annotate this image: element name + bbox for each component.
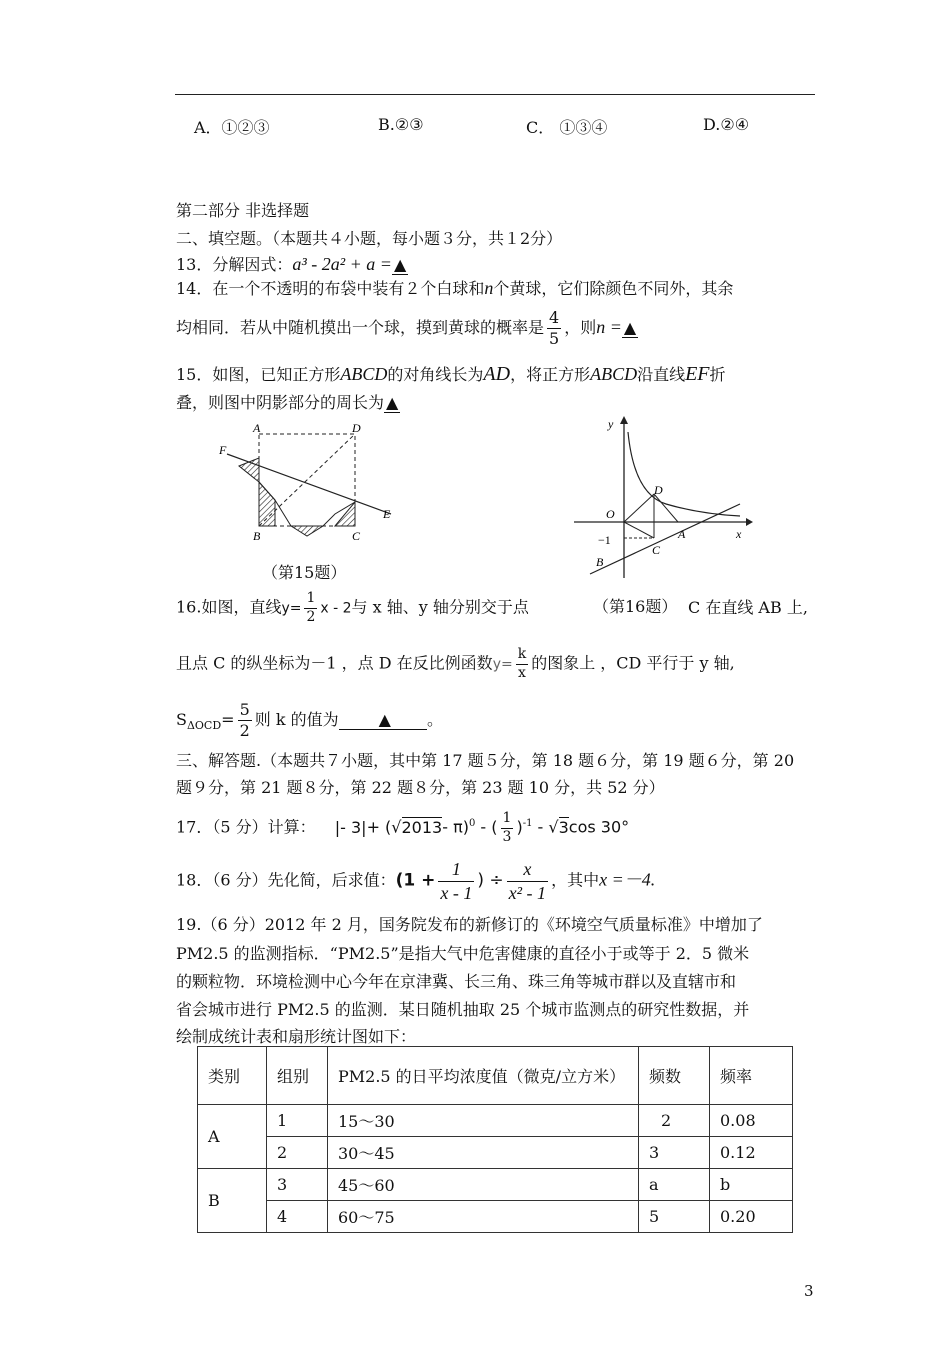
q16-text-3: C 在直线 AB 上,	[688, 598, 808, 617]
fig16-y-arrow	[620, 416, 628, 424]
q16-fraction-5-2	[238, 700, 252, 741]
q13-expression: a³ - 2a² + a =	[292, 254, 392, 274]
page-number: 3	[804, 1282, 814, 1300]
fig15-label-f: F	[219, 443, 227, 457]
q14-answer-blank: ▲	[623, 318, 637, 337]
figure-16	[570, 414, 755, 584]
q16-eq-lhs: y=	[281, 600, 302, 617]
q18-prefix: 18．（6 分）先化简，后求值：	[176, 870, 396, 890]
fig16-x-arrow	[746, 518, 753, 526]
q14-frac-den: 5	[549, 329, 560, 348]
q16-eq-rhs: x - 2	[320, 600, 352, 617]
table-cell: 2	[639, 1105, 710, 1137]
q18-open: (1 +	[395, 870, 436, 891]
q14-text-4: ，则	[564, 318, 597, 337]
pm25-table	[197, 1046, 793, 1233]
q14-fraction	[547, 308, 561, 349]
fig15-label-d: D	[352, 421, 361, 435]
section3-line2: 题９分，第 21 题８分，第 22 题８分，第 23 题 10 分，共 52 分）	[176, 778, 665, 797]
q17-plus: + (	[366, 817, 392, 837]
table-cell: a	[639, 1169, 710, 1201]
q16-text-7: 。	[426, 710, 443, 729]
q13-answer-blank: ▲	[393, 255, 407, 274]
fig16-label-d: D	[654, 483, 663, 497]
table-cell: 0.12	[710, 1137, 793, 1169]
table-cell: 0.08	[710, 1105, 793, 1137]
q17-pi: - π)	[442, 817, 469, 837]
fig15-shade-bottom-left	[259, 482, 275, 526]
table-header-cell: 组别	[267, 1047, 328, 1105]
q16-frac-num: 1	[304, 590, 317, 609]
table-header-cell: 类别	[198, 1047, 267, 1105]
table-row	[198, 1137, 793, 1169]
table-cell-category: A	[198, 1105, 267, 1169]
fig15-shade-left	[239, 458, 259, 482]
table-cell: 3	[267, 1169, 328, 1201]
table-cell-category: B	[198, 1169, 267, 1233]
fig16-label-a: A	[678, 527, 686, 541]
fig16-label-x: x	[736, 527, 742, 541]
fig16-label-c: C	[652, 543, 661, 557]
q17-minus: - (	[475, 817, 498, 837]
q17-cos: cos 30°	[568, 817, 630, 837]
table-cell: 5	[639, 1201, 710, 1233]
q19-line1: 19.（6 分）2012 年 2 月，国务院发布的新修订的《环境空气质量标准》中增加了	[176, 915, 763, 934]
q17-minus2: -	[532, 817, 549, 837]
question-15-line2	[176, 390, 400, 413]
fig15-label-e: E	[383, 507, 391, 521]
q14-var-n: n	[484, 278, 494, 298]
fig16-segment-oc	[624, 522, 654, 538]
question-17	[176, 810, 629, 846]
q15-text-3: ，将正方形	[510, 365, 591, 384]
figure-16-caption: （第16题）	[593, 597, 678, 616]
fig16-hyperbola	[628, 432, 740, 516]
q16-text-2: 与 x 轴、y 轴分别交于点	[351, 597, 529, 617]
q18-f1-den: x - 1	[440, 882, 473, 903]
table-cell: 15～30	[328, 1105, 639, 1137]
q15-text-1: 15．如图，已知正方形	[176, 365, 341, 384]
q16-s-sub: ΔOCD	[186, 719, 222, 733]
q15-line-ef: EF	[685, 363, 710, 385]
question-16-line2	[176, 646, 735, 682]
q19-line2: PM2.5 的监测指标．“PM2.5”是指大气中危害健康的直径小于或等于 2．5 微米	[176, 944, 750, 963]
table-cell: 1	[267, 1105, 328, 1137]
q18-f2-den: x² - 1	[508, 882, 547, 903]
q16-s-eq: =	[221, 710, 235, 729]
fig15-shade-bottom	[291, 526, 323, 536]
q17-sqrt-sign: √	[391, 817, 402, 837]
q15-text-6: 叠，则图中阴影部分的周长为	[176, 393, 385, 412]
q16-k-den: x	[517, 664, 526, 681]
q14-answer-label: n =	[596, 317, 622, 337]
table-header-cell: 频率	[710, 1047, 793, 1105]
table-row	[198, 1169, 793, 1201]
q16-s-den: 2	[239, 721, 250, 740]
q16-answer-blank: ▲	[339, 710, 427, 730]
q16-eq2-lhs: y=	[492, 656, 513, 673]
q16-fraction-half	[304, 590, 317, 626]
fig16-label-o: O	[606, 507, 615, 521]
q16-k-num: k	[516, 646, 528, 665]
q16-frac-den: 2	[306, 608, 316, 625]
table-header-row	[198, 1047, 793, 1105]
q13-prefix: 13．分解因式：	[176, 255, 293, 274]
choice-b: B.②③	[378, 115, 424, 134]
q17-sqrt3: 3	[558, 817, 569, 837]
q19-line3: 的颗粒物．环境检测中心今年在京津冀、长三角、珠三角等城市群以及直辖市和	[176, 972, 737, 991]
q17-sqrt3-sign: √	[548, 817, 559, 837]
top-rule	[175, 94, 815, 95]
q19-line4: 省会城市进行 PM2.5 的监测．某日随机抽取 25 个城市监测点的研究性数据，并	[176, 1000, 750, 1019]
table-row	[198, 1201, 793, 1233]
fig16-label-minus1: −1	[598, 533, 611, 547]
table-cell: 30～45	[328, 1137, 639, 1169]
q18-x-value: x =－4.	[599, 869, 656, 890]
question-14-line1	[176, 276, 733, 299]
table-cell: 60～75	[328, 1201, 639, 1233]
fig16-label-b: B	[596, 555, 604, 569]
q16-text-4: 且点 C 的纵坐标为－1 ，点 D 在反比例函数	[176, 653, 493, 673]
q17-pow-m1: -1	[522, 818, 533, 830]
table-cell: 45～60	[328, 1169, 639, 1201]
figure-15	[215, 420, 405, 545]
table-cell: 3	[639, 1137, 710, 1169]
q18-suffix: ，其中	[551, 870, 600, 890]
section2-title: 第二部分 非选择题	[176, 201, 310, 220]
choice-c: C． ①③④	[526, 118, 608, 137]
table-cell: b	[710, 1169, 793, 1201]
question-16-line1	[176, 590, 529, 626]
q17-sqrt-num: 2013	[401, 817, 443, 837]
q15-square-name: ABCD	[340, 364, 388, 384]
fig15-shade-bottom-right	[335, 502, 355, 526]
choice-d: D.②④	[703, 115, 750, 134]
q14-text-1: 14．在一个不透明的布袋中装有２个白球和	[176, 279, 485, 298]
section3-line1: 三、解答题.（本题共７小题，其中第 17 题５分，第 18 题６分，第 19 题６分，第 20	[176, 751, 795, 770]
q15-text-5: 折	[709, 365, 726, 384]
q15-answer-blank: ▲	[386, 393, 399, 412]
question-16-line3	[176, 700, 443, 741]
table-cell: 0.20	[710, 1201, 793, 1233]
q17-fraction-third	[501, 810, 514, 846]
question-13	[176, 252, 408, 275]
q18-f1-num: 1	[438, 858, 474, 882]
q17-pow0: 0	[468, 818, 476, 830]
q14-text-3: 均相同．若从中随机摸出一个球，摸到黄球的概率是	[176, 318, 545, 337]
fig16-label-y: y	[608, 417, 614, 431]
q17-prefix: 17．（5 分）计算：	[176, 817, 316, 837]
q16-text-5: 的图象上 ，CD 平行于 y 轴,	[531, 653, 735, 673]
table-header-cell: PM2.5 的日平均浓度值（微克/立方米）	[328, 1047, 639, 1105]
q17-abs: |- 3|	[334, 817, 367, 837]
question-18	[176, 858, 655, 904]
fig16-segment-od	[624, 494, 654, 522]
q18-fraction-1	[438, 858, 474, 904]
fill-section-title: 二、填空题。（本题共４小题，每小题３分，共１2分）	[176, 229, 563, 248]
q14-text-2: 个黄球，它们除颜色不同外，其余	[493, 279, 734, 298]
fig15-label-a: A	[253, 421, 261, 435]
q18-fraction-2	[507, 858, 548, 904]
q15-text-4: 沿直线	[637, 365, 686, 384]
q15-diag: AD	[483, 363, 511, 385]
table-cell: 2	[267, 1137, 328, 1169]
q16-text-6: 则 k 的值为	[254, 710, 339, 729]
figure-15-caption: （第15题）	[262, 563, 347, 582]
q16-text-1: 16.如图，直线	[176, 597, 282, 617]
q18-div: ) ÷	[477, 870, 504, 891]
q14-frac-num: 4	[549, 308, 560, 327]
choice-a: A．①②③	[194, 118, 270, 137]
q18-f2-num: x	[507, 858, 548, 882]
q16-s-num: 5	[239, 700, 250, 719]
fig15-label-c: C	[352, 529, 361, 543]
q19-line5: 绘制成统计表和扇形统计图如下：	[176, 1027, 417, 1046]
q16-fraction-k-over-x	[516, 646, 528, 682]
q17-close: )	[516, 817, 523, 837]
q16-s: S	[176, 710, 187, 729]
fig15-label-b: B	[253, 529, 261, 543]
fig16-segment-da	[654, 494, 678, 522]
question-14-line2	[176, 308, 638, 349]
question-15-line1	[176, 362, 726, 386]
q17-f-den: 3	[502, 828, 512, 845]
q15-text-2: 的对角线长为	[387, 365, 484, 384]
q15-square-name-2: ABCD	[590, 364, 638, 384]
table-row	[198, 1105, 793, 1137]
table-header-cell: 频数	[639, 1047, 710, 1105]
q17-f-num: 1	[501, 810, 514, 829]
table-cell: 4	[267, 1201, 328, 1233]
